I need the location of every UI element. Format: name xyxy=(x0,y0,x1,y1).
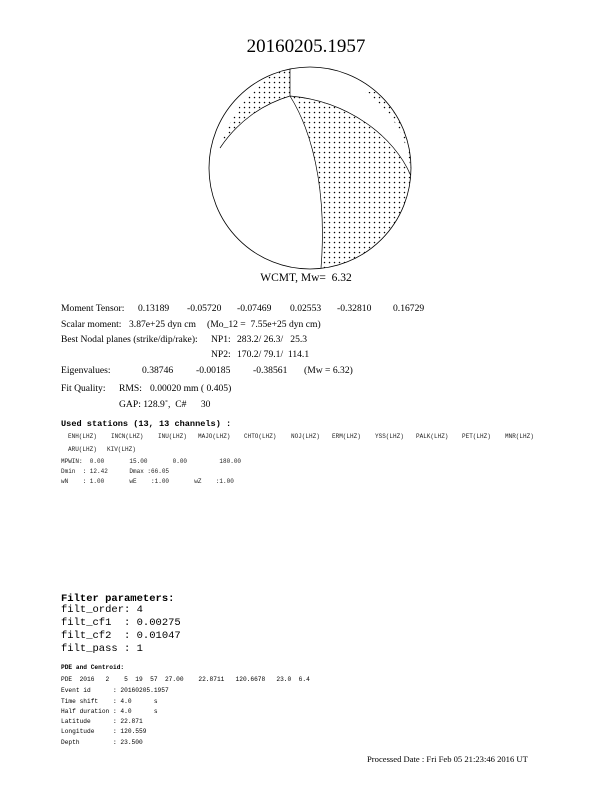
pde-heading: PDE and Centroid: xyxy=(61,664,125,671)
pde-line: Time shift : 4.0 s xyxy=(61,698,158,705)
station: YSS(LHZ) xyxy=(375,433,404,440)
eigen-mw: (Mw = 6.32) xyxy=(304,365,353,376)
processed-date: Processed Date : Fri Feb 05 21:23:46 2016 UT xyxy=(367,754,528,764)
eigenvalues-label: Eigenvalues: xyxy=(61,365,111,376)
rms-value: 0.00020 mm ( 0.405) xyxy=(150,383,232,394)
mt-value: -0.05720 xyxy=(187,303,222,314)
station: ARU(LHZ) xyxy=(68,446,97,453)
mt-value: 0.16729 xyxy=(393,303,425,314)
station: MNR(LHZ) xyxy=(505,433,534,440)
eigenvalue: -0.00185 xyxy=(196,365,231,376)
pde-line: PDE 2016 2 5 19 57 27.00 22.8711 120.6678 23.0 6.4 xyxy=(61,676,310,683)
station: ERM(LHZ) xyxy=(332,433,361,440)
mt-value: -0.32810 xyxy=(337,303,372,314)
scalar-moment-label: Scalar moment: xyxy=(61,319,122,330)
fit-quality-label: Fit Quality: xyxy=(61,383,106,394)
nodal-planes-label: Best Nodal planes (strike/dip/rake): xyxy=(61,334,198,345)
filter-line: filt_pass : 1 xyxy=(61,643,143,655)
filter-line: filt_order: 4 xyxy=(61,604,143,616)
station: PET(LHZ) xyxy=(462,433,491,440)
pde-line: Latitude : 22.871 xyxy=(61,718,143,725)
weight-params: wN : 1.00 wE :1.00 wZ :1.00 xyxy=(61,478,234,485)
moment-tensor-label: Moment Tensor: xyxy=(61,303,125,314)
pde-line: Depth : 23.500 xyxy=(61,739,143,746)
filter-heading: Filter parameters: xyxy=(61,593,175,605)
np2-label: NP2: xyxy=(211,349,231,360)
station: ENH(LHZ) xyxy=(68,433,97,440)
pde-line: Half duration : 4.0 s xyxy=(61,708,158,715)
used-stations-heading: Used stations (13, 13 channels) : xyxy=(61,419,232,429)
station: INU(LHZ) xyxy=(158,433,187,440)
station: MAJO(LHZ) xyxy=(198,433,231,440)
gap-value: GAP: 128.9˚, C# 30 xyxy=(119,399,211,410)
filter-line: filt_cf1 : 0.00275 xyxy=(61,617,181,629)
distance-params: Dmin : 12.42 Dmax :66.05 xyxy=(61,468,170,475)
mo12-value: (Mo_12 = 7.55e+25 dyn cm) xyxy=(207,319,321,330)
filter-line: filt_cf2 : 0.01047 xyxy=(61,630,181,642)
focal-mechanism-beachball xyxy=(208,66,412,270)
rms-label: RMS: xyxy=(119,383,142,394)
station: NOJ(LHZ) xyxy=(291,433,320,440)
eigenvalue: 0.38746 xyxy=(142,365,174,376)
station: INCN(LHZ) xyxy=(111,433,144,440)
mt-value: 0.02553 xyxy=(290,303,322,314)
mw-label: WCMT, Mw= 6.32 xyxy=(260,272,352,284)
station: PALK(LHZ) xyxy=(416,433,449,440)
eigenvalue: -0.38561 xyxy=(253,365,288,376)
np1-label: NP1: xyxy=(211,334,231,345)
mt-value: 0.13189 xyxy=(138,303,170,314)
mt-value: -0.07469 xyxy=(237,303,272,314)
station: CHTO(LHZ) xyxy=(244,433,277,440)
np2-value: 170.2/ 79.1/ 114.1 xyxy=(237,349,310,360)
station: KIV(LHZ) xyxy=(107,446,136,453)
pde-line: Event id : 20160205.1957 xyxy=(61,687,169,694)
scalar-moment-value: 3.87e+25 dyn cm xyxy=(129,319,196,330)
pde-line: Longitude : 120.559 xyxy=(61,728,147,735)
mpwin-params: MPWIN: 0.00 15.00 0.00 180.00 xyxy=(61,458,242,465)
np1-value: 283.2/ 26.3/ 25.3 xyxy=(237,334,308,345)
event-title: 20160205.1957 xyxy=(246,36,366,57)
